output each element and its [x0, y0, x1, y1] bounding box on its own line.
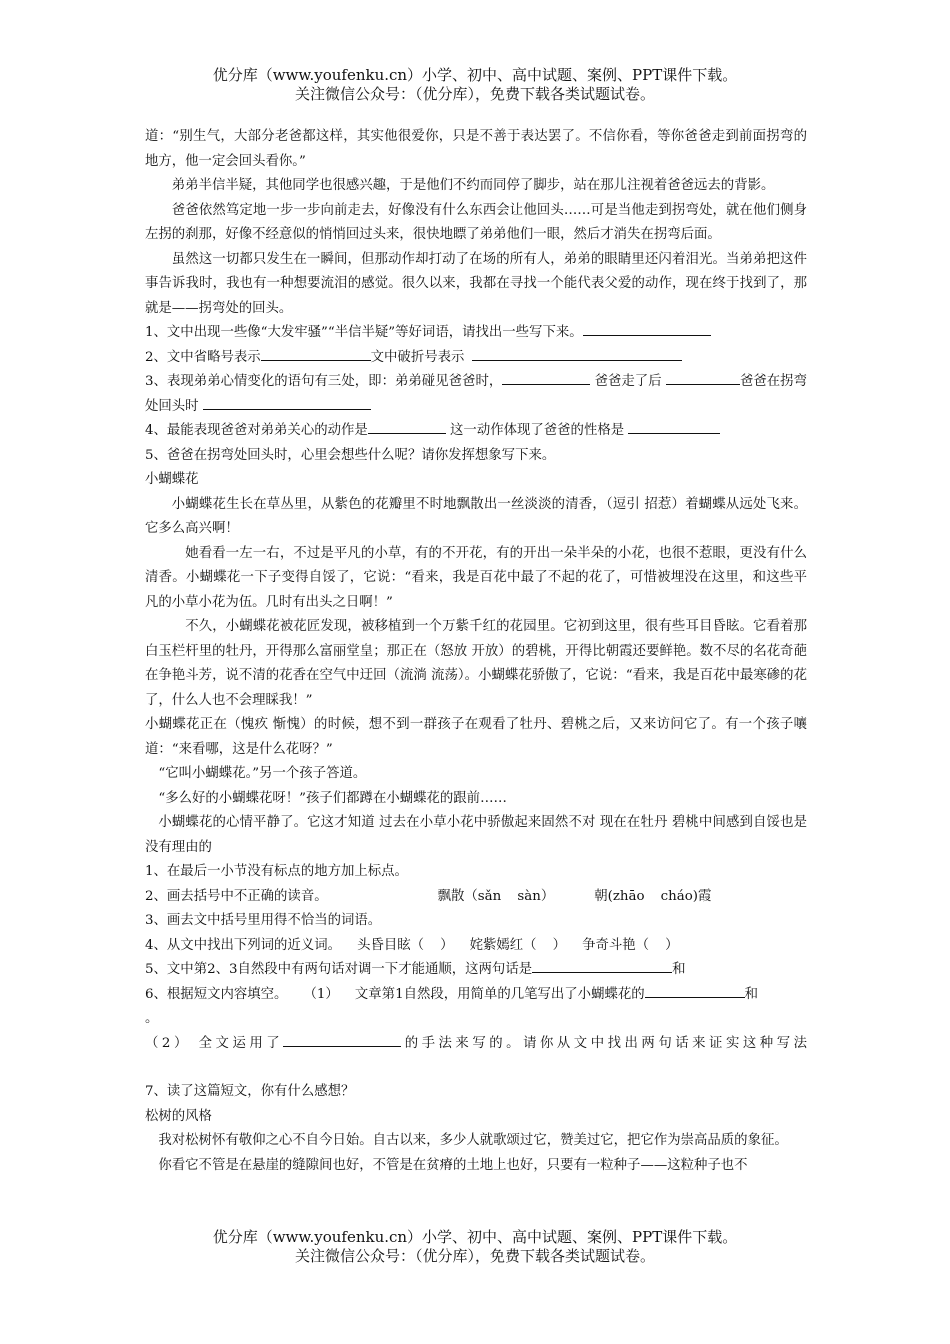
- footer-line-1: 优分库（www.youfenku.cn）小学、初中、高中试题、案例、PPT课件下载。: [212, 1228, 738, 1246]
- passage3-paragraph: 我对松树怀有敬仰之心不自今日始。自古以来，多少人就歌颂过它，赞美过它，把它作为崇高品质的象征。: [158, 1133, 788, 1148]
- question-3: 3、表现弟弟心情变化的语句有三处，即：弟弟碰见爸爸时， 爸爸走了后 爸爸在拐弯处回头时: [145, 370, 807, 419]
- question-1: 1、在最后一小节没有标点的地方加上标点。: [145, 864, 408, 879]
- question-5: 5、文中第2、3自然段中有两句话对调一下才能通顺，这两句话是 和: [145, 958, 807, 983]
- answer-blank[interactable]: [203, 395, 371, 410]
- answer-blank[interactable]: [368, 419, 446, 434]
- passage2-paragraph: “它叫小蝴蝶花。”另一个孩子答道。: [158, 766, 367, 781]
- passage2-paragraph: 不久，小蝴蝶花被花匠发现，被移植到一个万紫千红的花园里。它初到这里，很有些耳目昏眩。它看着那白玉栏杆里的牡丹，开得那么富丽堂皇；那正在（怒放 开放）的碧桃，开得比朝霞还要鲜艳。数不尽的名花奇葩在争艳斗芳，说不清的花香在空气中迂回（流淌 流荡）。小蝴蝶花骄傲了，它说：“看来，我是百花中最寒碜的花了，什么人也不会理睬我！”: [145, 619, 807, 708]
- passage1-paragraph: 爸爸依然笃定地一步一步向前走去，好像没有什么东西会让他回头……可是当他走到拐弯处，就在他们侧身左拐的刹那，好像不经意似的悄悄回过头来，很快地瞟了弟弟他们一眼，然后才消失在拐弯后面。: [145, 202, 807, 242]
- passage2-paragraph: 小蝴蝶花生长在草丛里，从紫色的花瓣里不时地飘散出一丝淡淡的清香，（逗引 招惹）着蝴蝶从远处飞来。它多么高兴啊！: [145, 496, 807, 536]
- footer-line-2: 关注微信公众号：（优分库），免费下载各类试题试卷。: [294, 1247, 655, 1265]
- passage2-paragraph: 小蝴蝶花的心情平静了。它这才知道 过去在小草小花中骄傲起来固然不对 现在在牡丹 碧桃中间感到自馁也是没有理由的: [145, 815, 807, 855]
- passage2-paragraph: “多么好的小蝴蝶花呀！”孩子们都蹲在小蝴蝶花的跟前……: [158, 790, 507, 806]
- passage2-paragraph: 小蝴蝶花正在（愧疚 惭愧）的时候，想不到一群孩子在观看了牡丹、碧桃之后，又来访问它了。有一个孩子嚷道：“来看哪，这是什么花呀？”: [145, 717, 807, 757]
- passage2-title: 小蝴蝶花: [145, 472, 199, 487]
- answer-blank[interactable]: [583, 321, 711, 336]
- question-6: 6、根据短文内容填空。 （1） 文章第1自然段，用简单的几笔写出了小蝴蝶花的 和 。: [145, 983, 807, 1032]
- passage1-paragraph: 弟弟半信半疑，其他同学也很感兴趣，于是他们不约而同停了脚步，站在那儿注视着爸爸远去的背影。: [171, 178, 775, 193]
- question-1: 1、文中出现一些像“大发牢骚”“半信半疑”等好词语，请找出一些写下来。: [145, 321, 807, 346]
- passage2-paragraph: 她看看一左一右，不过是平凡的小草，有的不开花，有的开出一朵半朵的小花，也很不惹眼，更没有什么清香。小蝴蝶花一下子变得自馁了，它说：“看来，我是百花中最了不起的花了，可惜被埋没在这里，和这些平凡的小草小花为伍。几时有出头之日啊！”: [145, 545, 807, 610]
- document-body: [145, 125, 807, 1178]
- passage1-paragraph: 虽然这一切都只发生在一瞬间，但那动作却打动了在场的所有人，弟弟的眼睛里还闪着泪光。当弟弟把这件事告诉我时，我也有一种想要流泪的感觉。很久以来，我都在寻找一个能代表父爱的动作，现在终于找到了，那就是——拐弯处的回头。: [145, 251, 807, 316]
- answer-blank[interactable]: [628, 419, 720, 434]
- answer-space: [145, 1056, 807, 1080]
- header-line-2: 关注微信公众号：（优分库），免费下载各类试题试卷。: [294, 85, 655, 103]
- question-2: 2、画去括号中不正确的读音。 飘散（sǎn sàn） 朝(zhāo cháo)霞: [145, 888, 712, 904]
- answer-blank[interactable]: [261, 346, 371, 361]
- question-7: 7、读了这篇短文，你有什么感想？: [145, 1084, 355, 1099]
- page-footer: [0, 1228, 950, 1266]
- answer-blank[interactable]: [532, 958, 672, 973]
- answer-blank[interactable]: [472, 346, 682, 361]
- answer-blank[interactable]: [645, 983, 745, 998]
- question-4: 4、从文中找出下列词的近义词。 头昏目眩（ ） 姹紫嫣红（ ） 争奇斗艳（ ）: [145, 937, 679, 953]
- passage3-title: 松树的风格: [145, 1108, 212, 1124]
- question-4: 4、最能表现爸爸对弟弟关心的动作是 这一动作体现了爸爸的性格是: [145, 419, 807, 444]
- question-2: 2、文中省略号表示 文中破折号表示: [145, 346, 807, 371]
- passage1-paragraph: 道：“别生气，大部分老爸都这样，其实他很爱你，只是不善于表达罢了。不信你看，等你爸爸走到前面拐弯的地方，他一定会回头看你。”: [145, 129, 807, 169]
- question-6-part-2: （2） 全文运用了 的手法来写的。请你从文中找出两句话来证实这种写法: [145, 1032, 807, 1057]
- answer-blank[interactable]: [666, 370, 740, 385]
- header-line-1: 优分库（www.youfenku.cn）小学、初中、高中试题、案例、PPT课件下载。: [212, 66, 738, 84]
- question-5: 5、爸爸在拐弯处回头时，心里会想些什么呢？请你发挥想象写下来。: [145, 447, 556, 463]
- answer-blank[interactable]: [502, 370, 590, 385]
- question-3: 3、画去文中括号里用得不恰当的词语。: [145, 913, 382, 928]
- answer-blank[interactable]: [283, 1032, 401, 1047]
- page-header: [0, 66, 950, 104]
- passage3-paragraph: 你看它不管是在悬崖的缝隙间也好，不管是在贫瘠的土地上也好，只要有一粒种子——这粒种子也不: [158, 1157, 748, 1173]
